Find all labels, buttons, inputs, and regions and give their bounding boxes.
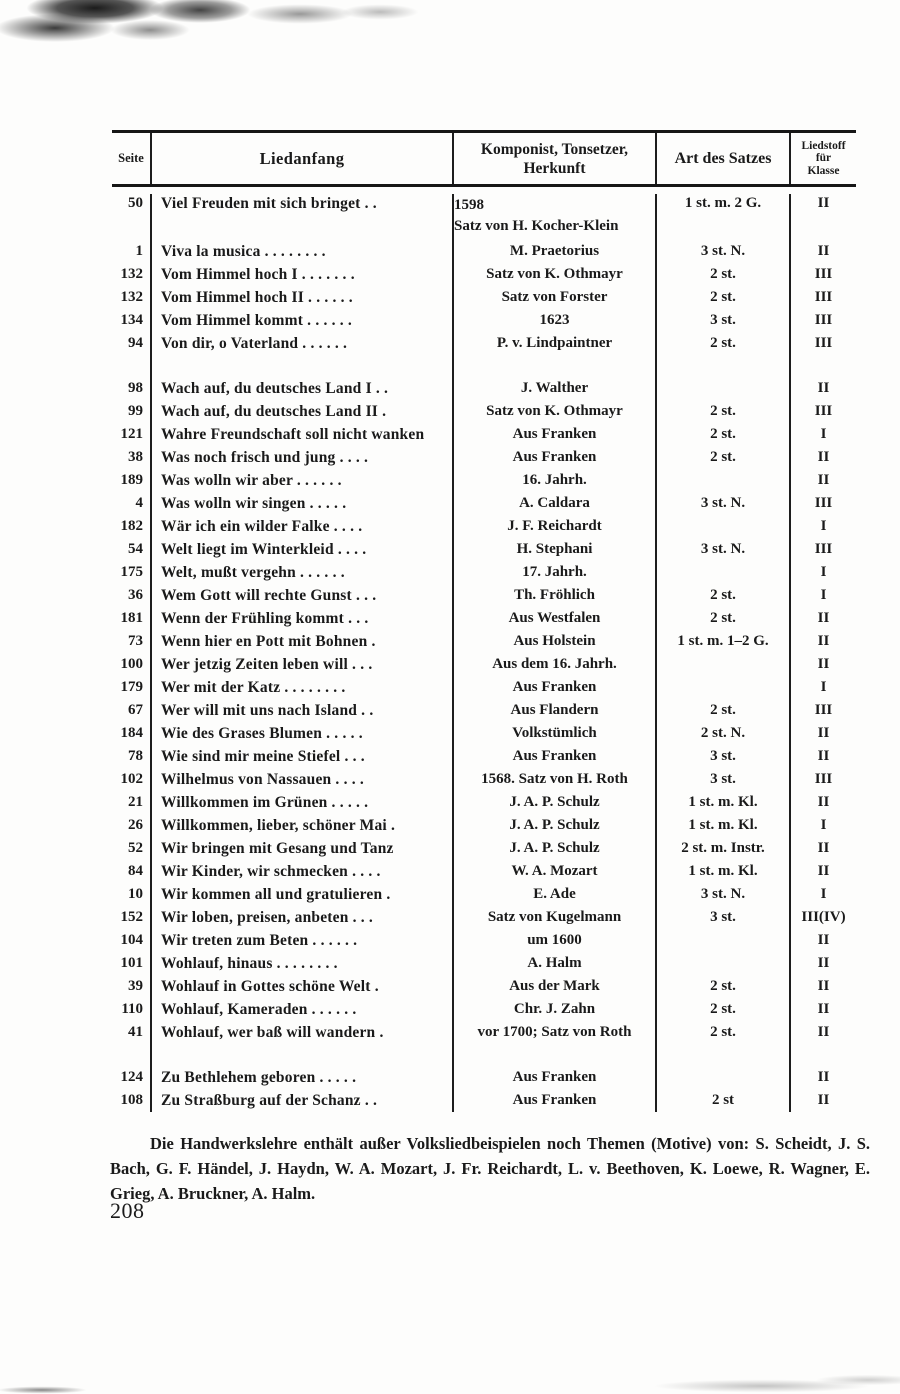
cell-art-des-satzes: 2 st. m. Instr.: [657, 837, 791, 860]
cell-art-des-satzes: [657, 515, 791, 538]
cell-klasse: II: [817, 610, 830, 626]
cell-klasse: II: [817, 794, 830, 810]
cell-komponist: Satz von Forster: [454, 286, 657, 309]
cell-liedanfang: Wohlauf, Kameraden . . . . . .: [152, 998, 454, 1021]
header-komponist: [454, 133, 657, 184]
cell-art-des-satzes: 3 st. N.: [657, 883, 791, 906]
cell-klasse: III: [814, 312, 833, 328]
cell-klasse: II: [817, 1001, 830, 1017]
cell-liedanfang: Viel Freuden mit sich bringet . .: [152, 194, 454, 240]
table-spacer-row: [112, 355, 856, 377]
cell-art-des-satzes: [657, 1044, 791, 1066]
cell-klasse: I: [820, 518, 827, 534]
cell-klasse: III: [814, 289, 833, 305]
cell-liedanfang: Vom Himmel kommt . . . . . .: [152, 309, 454, 332]
header-komponist-line1: Komponist, Tonsetzer,: [480, 140, 629, 158]
cell-klasse: II: [817, 1092, 830, 1108]
cell-seite: 175: [112, 561, 152, 584]
cell-seite: 132: [112, 263, 152, 286]
table-row: [112, 676, 856, 699]
table-row: [112, 286, 856, 309]
footer-note: Die Handwerkslehre enthält außer Volksliedbeispielen noch Themen (Motive) von: S. Scheidt, J. S. Bach, G. F. Händel, J. Haydn, W. A. Mozart, J. Fr. Reichardt, L. v. Beethoven, K. Loewe, R. Wagner, E. Grieg, A. Bruckner, A. Halm.: [110, 1134, 870, 1203]
cell-art-des-satzes: 3 st. N.: [657, 240, 791, 263]
table-row: [112, 860, 856, 883]
cell-klasse: II: [817, 748, 830, 764]
header-liedanfang: [152, 133, 454, 184]
cell-liedanfang: Wie des Grases Blumen . . . . .: [152, 722, 454, 745]
table-row: [112, 515, 856, 538]
cell-seite: 99: [112, 400, 152, 423]
cell-seite: 41: [112, 1021, 152, 1044]
cell-klasse: III: [814, 771, 833, 787]
cell-art-des-satzes: 3 st. N.: [657, 492, 791, 515]
cell-klasse: II: [817, 243, 830, 259]
cell-art-des-satzes: [657, 355, 791, 377]
cell-art-des-satzes: 2 st.: [657, 607, 791, 630]
cell-liedanfang: Von dir, o Vaterland . . . . . .: [152, 332, 454, 355]
table-row: [112, 975, 856, 998]
table-row: [112, 607, 856, 630]
cell-komponist: J. A. P. Schulz: [454, 791, 657, 814]
cell-liedanfang: Wohlauf, wer baß will wandern .: [152, 1021, 454, 1044]
cell-seite: 102: [112, 768, 152, 791]
cell-seite: 84: [112, 860, 152, 883]
cell-komponist: Satz von K. Othmayr: [454, 400, 657, 423]
table-row: [112, 630, 856, 653]
cell-art-des-satzes: 2 st.: [657, 400, 791, 423]
cell-klasse: I: [820, 679, 827, 695]
cell-seite: 121: [112, 423, 152, 446]
cell-seite: 50: [112, 194, 152, 240]
cell-liedanfang: Wach auf, du deutsches Land I . .: [152, 377, 454, 400]
cell-komponist: Aus Flandern: [454, 699, 657, 722]
cell-art-des-satzes: 1 st. m. 1–2 G.: [657, 630, 791, 653]
cell-klasse: [791, 355, 856, 377]
cell-klasse: II: [817, 195, 830, 211]
komponist-line2: Satz von H. Kocher-Klein: [454, 218, 619, 234]
cell-klasse: I: [820, 587, 827, 603]
cell-klasse: I: [820, 886, 827, 902]
table-body: [112, 187, 856, 1112]
cell-seite: 1: [112, 240, 152, 263]
komponist-line1: 1598: [454, 197, 484, 213]
cell-liedanfang: Wenn der Frühling kommt . . .: [152, 607, 454, 630]
cell-seite: 94: [112, 332, 152, 355]
header-liedstoff-klasse: [791, 133, 856, 184]
cell-klasse: II: [817, 1069, 830, 1085]
cell-klasse: II: [817, 449, 830, 465]
cell-art-des-satzes: [657, 929, 791, 952]
cell-komponist: J. A. P. Schulz: [454, 837, 657, 860]
cell-art-des-satzes: 3 st.: [657, 745, 791, 768]
cell-komponist: Satz von K. Othmayr: [454, 263, 657, 286]
cell-klasse: [791, 1044, 856, 1066]
cell-seite: 4: [112, 492, 152, 515]
cell-komponist: Aus Holstein: [454, 630, 657, 653]
cell-seite: 52: [112, 837, 152, 860]
cell-art-des-satzes: [657, 469, 791, 492]
cell-seite: 73: [112, 630, 152, 653]
header-art-des-satzes: [657, 133, 791, 184]
cell-liedanfang: Was wolln wir singen . . . . .: [152, 492, 454, 515]
table-row: [112, 791, 856, 814]
cell-art-des-satzes: [657, 676, 791, 699]
table-row: [112, 492, 856, 515]
cell-liedanfang: Willkommen im Grünen . . . . .: [152, 791, 454, 814]
cell-seite: [112, 355, 152, 377]
ink-smudge: [0, 0, 460, 64]
table-row: [112, 1066, 856, 1089]
cell-liedanfang: Wär ich ein wilder Falke . . . .: [152, 515, 454, 538]
header-klasse-line2: für: [815, 152, 832, 165]
cell-liedanfang: Wahre Freundschaft soll nicht wanken: [152, 423, 454, 446]
cell-klasse: II: [817, 863, 830, 879]
cell-art-des-satzes: [657, 952, 791, 975]
table-row: [112, 584, 856, 607]
cell-komponist: Aus Westfalen: [454, 607, 657, 630]
cell-komponist: 16. Jahrh.: [454, 469, 657, 492]
cell-art-des-satzes: 2 st.: [657, 286, 791, 309]
cell-komponist: [454, 355, 657, 377]
table-spacer-row: [112, 1044, 856, 1066]
table-row: [112, 423, 856, 446]
table-row: [112, 906, 856, 929]
cell-art-des-satzes: 2 st.: [657, 699, 791, 722]
cell-klasse: III(IV): [801, 909, 846, 925]
cell-komponist: Aus der Mark: [454, 975, 657, 998]
header-klasse-line3: Klasse: [807, 164, 840, 177]
cell-seite: 132: [112, 286, 152, 309]
cell-klasse: II: [817, 932, 830, 948]
cell-liedanfang: Wohlauf, hinaus . . . . . . . .: [152, 952, 454, 975]
cell-art-des-satzes: 1 st. m. 2 G.: [657, 194, 791, 240]
cell-seite: 10: [112, 883, 152, 906]
cell-liedanfang: [152, 355, 454, 377]
cell-art-des-satzes: 2 st.: [657, 1021, 791, 1044]
cell-komponist: Aus Franken: [454, 446, 657, 469]
table-row: [112, 837, 856, 860]
table-header-row: [112, 130, 856, 187]
table-row: [112, 446, 856, 469]
cell-klasse: I: [820, 426, 827, 442]
cell-liedanfang: [152, 1044, 454, 1066]
cell-art-des-satzes: [657, 653, 791, 676]
table-row: [112, 814, 856, 837]
cell-seite: 182: [112, 515, 152, 538]
cell-klasse: II: [817, 978, 830, 994]
cell-klasse: II: [817, 633, 830, 649]
cell-seite: 100: [112, 653, 152, 676]
cell-liedanfang: Wir loben, preisen, anbeten . . .: [152, 906, 454, 929]
cell-klasse: III: [814, 541, 833, 557]
cell-seite: 104: [112, 929, 152, 952]
cell-seite: 67: [112, 699, 152, 722]
cell-art-des-satzes: [657, 377, 791, 400]
table-row: [112, 768, 856, 791]
cell-art-des-satzes: 2 st.: [657, 584, 791, 607]
cell-komponist: Aus dem 16. Jahrh.: [454, 653, 657, 676]
cell-liedanfang: Was wolln wir aber . . . . . .: [152, 469, 454, 492]
cell-klasse: II: [817, 725, 830, 741]
header-seite-label: Seite: [118, 151, 144, 165]
cell-liedanfang: Wer jetzig Zeiten leben will . . .: [152, 653, 454, 676]
table-row: [112, 469, 856, 492]
table-row: [112, 722, 856, 745]
table-row: [112, 1089, 856, 1112]
cell-klasse: II: [817, 1024, 830, 1040]
cell-komponist: Aus Franken: [454, 423, 657, 446]
cell-seite: [112, 1044, 152, 1066]
cell-art-des-satzes: 3 st.: [657, 768, 791, 791]
cell-klasse: II: [817, 380, 830, 396]
cell-komponist: Th. Fröhlich: [454, 584, 657, 607]
cell-komponist: Aus Franken: [454, 745, 657, 768]
cell-klasse: II: [817, 656, 830, 672]
cell-art-des-satzes: 3 st.: [657, 906, 791, 929]
cell-seite: 134: [112, 309, 152, 332]
header-liedanfang-label: Liedanfang: [259, 148, 345, 168]
table-row: [112, 745, 856, 768]
cell-liedanfang: Wer will mit uns nach Island . .: [152, 699, 454, 722]
cell-liedanfang: Zu Straßburg auf der Schanz . .: [152, 1089, 454, 1112]
cell-komponist: W. A. Mozart: [454, 860, 657, 883]
cell-seite: 189: [112, 469, 152, 492]
cell-klasse: III: [814, 495, 833, 511]
table-row: [112, 263, 856, 286]
cell-komponist: vor 1700; Satz von Roth: [454, 1021, 657, 1044]
cell-komponist: um 1600: [454, 929, 657, 952]
cell-liedanfang: Wilhelmus von Nassauen . . . .: [152, 768, 454, 791]
cell-komponist: Aus Franken: [454, 676, 657, 699]
cell-art-des-satzes: 3 st.: [657, 309, 791, 332]
cell-komponist: [454, 194, 657, 240]
cell-liedanfang: Wie sind mir meine Stiefel . . .: [152, 745, 454, 768]
cell-klasse: I: [820, 564, 827, 580]
cell-klasse: II: [817, 840, 830, 856]
cell-seite: 184: [112, 722, 152, 745]
table-row: [112, 377, 856, 400]
cell-art-des-satzes: 1 st. m. Kl.: [657, 860, 791, 883]
table-row: [112, 194, 856, 240]
table-row: [112, 883, 856, 906]
cell-seite: 78: [112, 745, 152, 768]
cell-seite: 110: [112, 998, 152, 1021]
cell-komponist: 1623: [454, 309, 657, 332]
table-row: [112, 699, 856, 722]
cell-komponist: Satz von Kugelmann: [454, 906, 657, 929]
page-edge-artifacts: [0, 1368, 900, 1394]
cell-komponist: Chr. J. Zahn: [454, 998, 657, 1021]
cell-liedanfang: Wir bringen mit Gesang und Tanz: [152, 837, 454, 860]
cell-komponist: E. Ade: [454, 883, 657, 906]
cell-seite: 39: [112, 975, 152, 998]
cell-komponist: Aus Franken: [454, 1089, 657, 1112]
cell-art-des-satzes: 1 st. m. Kl.: [657, 814, 791, 837]
cell-komponist: Aus Franken: [454, 1066, 657, 1089]
cell-liedanfang: Zu Bethlehem geboren . . . . .: [152, 1066, 454, 1089]
cell-klasse: III: [814, 335, 833, 351]
cell-komponist: J. F. Reichardt: [454, 515, 657, 538]
cell-art-des-satzes: 3 st. N.: [657, 538, 791, 561]
cell-art-des-satzes: [657, 561, 791, 584]
cell-komponist: H. Stephani: [454, 538, 657, 561]
cell-komponist: M. Praetorius: [454, 240, 657, 263]
cell-liedanfang: Was noch frisch und jung . . . .: [152, 446, 454, 469]
cell-komponist: Volkstümlich: [454, 722, 657, 745]
header-seite: [112, 133, 152, 184]
table-row: [112, 561, 856, 584]
cell-seite: 21: [112, 791, 152, 814]
cell-seite: 124: [112, 1066, 152, 1089]
cell-art-des-satzes: 1 st. m. Kl.: [657, 791, 791, 814]
cell-seite: 38: [112, 446, 152, 469]
table-row: [112, 309, 856, 332]
table-row: [112, 240, 856, 263]
table-row: [112, 1021, 856, 1044]
cell-klasse: I: [820, 817, 827, 833]
table-row: [112, 400, 856, 423]
header-klasse-line1: Liedstoff: [801, 139, 846, 152]
cell-klasse: II: [817, 472, 830, 488]
cell-liedanfang: Welt liegt im Winterkleid . . . .: [152, 538, 454, 561]
cell-art-des-satzes: 2 st. N.: [657, 722, 791, 745]
cell-liedanfang: Willkommen, lieber, schöner Mai .: [152, 814, 454, 837]
cell-liedanfang: Wenn hier en Pott mit Bohnen .: [152, 630, 454, 653]
table-row: [112, 653, 856, 676]
cell-art-des-satzes: 2 st.: [657, 332, 791, 355]
cell-komponist: A. Halm: [454, 952, 657, 975]
cell-seite: 101: [112, 952, 152, 975]
cell-art-des-satzes: 2 st.: [657, 263, 791, 286]
cell-liedanfang: Vom Himmel hoch I . . . . . . .: [152, 263, 454, 286]
cell-seite: 108: [112, 1089, 152, 1112]
cell-liedanfang: Wer mit der Katz . . . . . . . .: [152, 676, 454, 699]
cell-seite: 54: [112, 538, 152, 561]
cell-komponist: P. v. Lindpaintner: [454, 332, 657, 355]
cell-klasse: II: [817, 955, 830, 971]
cell-seite: 98: [112, 377, 152, 400]
cell-art-des-satzes: 2 st.: [657, 423, 791, 446]
cell-liedanfang: Wir treten zum Beten . . . . . .: [152, 929, 454, 952]
cell-art-des-satzes: 2 st: [657, 1089, 791, 1112]
cell-seite: 181: [112, 607, 152, 630]
cell-art-des-satzes: 2 st.: [657, 446, 791, 469]
cell-komponist: A. Caldara: [454, 492, 657, 515]
header-komponist-line2: Herkunft: [523, 159, 586, 177]
cell-art-des-satzes: [657, 1066, 791, 1089]
cell-liedanfang: Vom Himmel hoch II . . . . . .: [152, 286, 454, 309]
cell-komponist: [454, 1044, 657, 1066]
cell-liedanfang: Wir Kinder, wir schmecken . . . .: [152, 860, 454, 883]
cell-komponist: 17. Jahrh.: [454, 561, 657, 584]
cell-komponist: J. Walther: [454, 377, 657, 400]
cell-klasse: III: [814, 702, 833, 718]
cell-seite: 179: [112, 676, 152, 699]
cell-liedanfang: Wohlauf in Gottes schöne Welt .: [152, 975, 454, 998]
cell-seite: 36: [112, 584, 152, 607]
table-row: [112, 929, 856, 952]
table-row: [112, 998, 856, 1021]
cell-liedanfang: Wir kommen all und gratulieren .: [152, 883, 454, 906]
cell-komponist: J. A. P. Schulz: [454, 814, 657, 837]
cell-liedanfang: Welt, mußt vergehn . . . . . .: [152, 561, 454, 584]
cell-liedanfang: Viva la musica . . . . . . . .: [152, 240, 454, 263]
cell-liedanfang: Wach auf, du deutsches Land II .: [152, 400, 454, 423]
cell-klasse: III: [814, 403, 833, 419]
header-art-label: Art des Satzes: [674, 149, 772, 167]
cell-klasse: III: [814, 266, 833, 282]
song-index-table: [112, 130, 856, 1112]
cell-art-des-satzes: 2 st.: [657, 975, 791, 998]
table-row: [112, 332, 856, 355]
table-row: [112, 952, 856, 975]
table-row: [112, 538, 856, 561]
cell-seite: 26: [112, 814, 152, 837]
page-number: 208: [110, 1198, 145, 1223]
cell-komponist: 1568. Satz von H. Roth: [454, 768, 657, 791]
cell-liedanfang: Wem Gott will rechte Gunst . . .: [152, 584, 454, 607]
cell-seite: 152: [112, 906, 152, 929]
cell-art-des-satzes: 2 st.: [657, 998, 791, 1021]
